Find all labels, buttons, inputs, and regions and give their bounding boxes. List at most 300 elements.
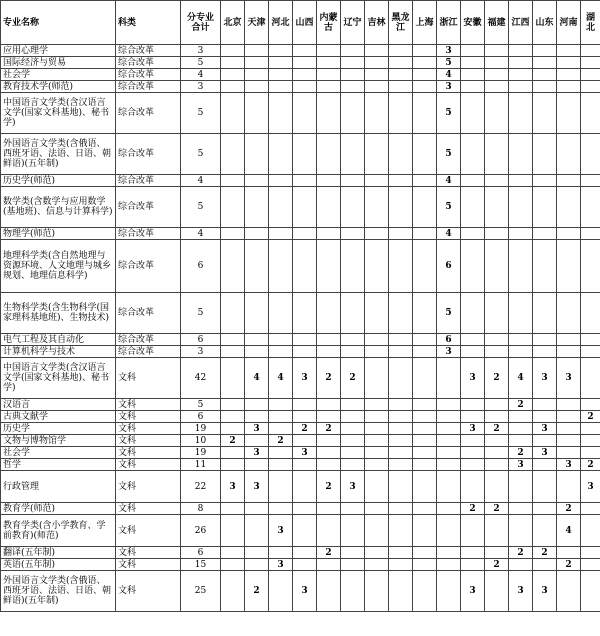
province-quota-cell bbox=[389, 175, 413, 187]
header-province: 吉林 bbox=[365, 1, 389, 45]
province-quota-cell bbox=[269, 547, 293, 559]
province-quota-cell bbox=[269, 346, 293, 358]
total-cell: 4 bbox=[181, 175, 221, 187]
province-quota-cell bbox=[389, 411, 413, 423]
province-quota-cell: 2 bbox=[245, 571, 269, 612]
province-quota-cell bbox=[293, 503, 317, 515]
major-cell: 教育学(师范) bbox=[1, 503, 116, 515]
total-cell: 3 bbox=[181, 81, 221, 93]
province-quota-cell bbox=[365, 571, 389, 612]
table-row bbox=[1, 228, 600, 240]
province-quota-cell bbox=[269, 423, 293, 435]
province-quota-cell bbox=[365, 134, 389, 175]
province-quota-cell bbox=[413, 423, 437, 435]
province-quota-cell bbox=[461, 175, 485, 187]
province-quota-cell bbox=[221, 346, 245, 358]
category-cell: 综合改革 bbox=[116, 187, 181, 228]
category-cell: 综合改革 bbox=[116, 134, 181, 175]
province-quota-cell bbox=[341, 399, 365, 411]
province-quota-cell bbox=[437, 459, 461, 471]
province-quota-cell bbox=[269, 503, 293, 515]
header-province: 北京 bbox=[221, 1, 245, 45]
province-quota-cell bbox=[413, 447, 437, 459]
major-cell: 外国语言文学类(含俄语、西班牙语、法语、日语、朝鲜语)(五年制) bbox=[1, 134, 116, 175]
province-quota-cell bbox=[293, 334, 317, 346]
province-quota-cell: 2 bbox=[269, 435, 293, 447]
province-quota-cell bbox=[269, 57, 293, 69]
province-quota-cell bbox=[485, 187, 509, 228]
province-quota-cell bbox=[221, 334, 245, 346]
province-quota-cell bbox=[413, 459, 437, 471]
province-quota-cell: 3 bbox=[509, 459, 533, 471]
province-quota-cell bbox=[221, 547, 245, 559]
province-quota-cell: 3 bbox=[245, 447, 269, 459]
province-quota-cell bbox=[461, 81, 485, 93]
province-quota-cell bbox=[509, 435, 533, 447]
province-quota-cell bbox=[557, 175, 581, 187]
province-quota-cell bbox=[293, 175, 317, 187]
major-cell: 历史学 bbox=[1, 423, 116, 435]
major-cell: 哲学 bbox=[1, 459, 116, 471]
province-quota-cell bbox=[581, 447, 600, 459]
header-row bbox=[1, 1, 600, 45]
province-quota-cell bbox=[581, 57, 600, 69]
header-category: 科类 bbox=[116, 1, 181, 45]
total-cell: 42 bbox=[181, 358, 221, 399]
province-quota-cell bbox=[485, 240, 509, 293]
province-quota-cell bbox=[413, 57, 437, 69]
province-quota-cell: 4 bbox=[437, 69, 461, 81]
province-quota-cell bbox=[413, 69, 437, 81]
province-quota-cell: 3 bbox=[437, 45, 461, 57]
province-quota-cell bbox=[413, 471, 437, 503]
province-quota-cell bbox=[485, 459, 509, 471]
province-quota-cell bbox=[293, 134, 317, 175]
province-quota-cell bbox=[557, 81, 581, 93]
total-cell: 6 bbox=[181, 240, 221, 293]
province-quota-cell bbox=[461, 346, 485, 358]
province-quota-cell bbox=[581, 547, 600, 559]
major-cell: 数学类(含数学与应用数学(基地班)、信息与计算科学) bbox=[1, 187, 116, 228]
province-quota-cell: 5 bbox=[437, 293, 461, 334]
province-quota-cell bbox=[437, 515, 461, 547]
province-quota-cell bbox=[509, 411, 533, 423]
province-quota-cell bbox=[221, 175, 245, 187]
province-quota-cell bbox=[389, 515, 413, 547]
province-quota-cell bbox=[293, 399, 317, 411]
province-quota-cell bbox=[485, 547, 509, 559]
province-quota-cell bbox=[413, 547, 437, 559]
table-row bbox=[1, 547, 600, 559]
category-cell: 文科 bbox=[116, 571, 181, 612]
total-cell: 11 bbox=[181, 459, 221, 471]
major-cell: 外国语言文学类(含俄语、西班牙语、法语、日语、朝鲜语)(五年制) bbox=[1, 571, 116, 612]
province-quota-cell bbox=[509, 503, 533, 515]
province-quota-cell bbox=[557, 423, 581, 435]
province-quota-cell: 6 bbox=[437, 334, 461, 346]
province-quota-cell bbox=[365, 187, 389, 228]
province-quota-cell bbox=[461, 293, 485, 334]
province-quota-cell: 2 bbox=[557, 559, 581, 571]
table-row bbox=[1, 503, 600, 515]
province-quota-cell bbox=[365, 93, 389, 134]
province-quota-cell bbox=[365, 435, 389, 447]
province-quota-cell bbox=[293, 45, 317, 57]
total-cell: 4 bbox=[181, 69, 221, 81]
category-cell: 综合改革 bbox=[116, 228, 181, 240]
province-quota-cell bbox=[341, 423, 365, 435]
province-quota-cell bbox=[533, 228, 557, 240]
province-quota-cell bbox=[533, 459, 557, 471]
province-quota-cell bbox=[389, 240, 413, 293]
total-cell: 22 bbox=[181, 471, 221, 503]
province-quota-cell bbox=[269, 45, 293, 57]
province-quota-cell: 2 bbox=[317, 358, 341, 399]
province-quota-cell bbox=[221, 293, 245, 334]
header-province: 河南 bbox=[557, 1, 581, 45]
province-quota-cell bbox=[341, 503, 365, 515]
province-quota-cell bbox=[557, 571, 581, 612]
province-quota-cell bbox=[245, 399, 269, 411]
province-quota-cell bbox=[485, 293, 509, 334]
category-cell: 综合改革 bbox=[116, 175, 181, 187]
province-quota-cell bbox=[413, 435, 437, 447]
province-quota-cell bbox=[581, 399, 600, 411]
province-quota-cell bbox=[245, 547, 269, 559]
province-quota-cell: 3 bbox=[533, 447, 557, 459]
major-cell: 教育技术学(师范) bbox=[1, 81, 116, 93]
province-quota-cell bbox=[341, 559, 365, 571]
province-quota-cell bbox=[269, 175, 293, 187]
total-cell: 8 bbox=[181, 503, 221, 515]
province-quota-cell bbox=[293, 471, 317, 503]
total-cell: 6 bbox=[181, 334, 221, 346]
province-quota-cell: 2 bbox=[317, 471, 341, 503]
province-quota-cell bbox=[461, 240, 485, 293]
province-quota-cell bbox=[509, 93, 533, 134]
province-quota-cell bbox=[557, 447, 581, 459]
category-cell: 文科 bbox=[116, 435, 181, 447]
province-quota-cell: 3 bbox=[293, 447, 317, 459]
province-quota-cell bbox=[365, 240, 389, 293]
major-cell: 中国语言文学类(含汉语言文学(国家文科基地)、秘书学) bbox=[1, 93, 116, 134]
province-quota-cell bbox=[461, 45, 485, 57]
province-quota-cell bbox=[245, 93, 269, 134]
major-cell: 应用心理学 bbox=[1, 45, 116, 57]
province-quota-cell bbox=[413, 240, 437, 293]
province-quota-cell: 4 bbox=[245, 358, 269, 399]
province-quota-cell bbox=[317, 175, 341, 187]
province-quota-cell bbox=[293, 435, 317, 447]
province-quota-cell bbox=[533, 81, 557, 93]
province-quota-cell bbox=[293, 93, 317, 134]
province-quota-cell bbox=[533, 93, 557, 134]
province-quota-cell: 3 bbox=[461, 571, 485, 612]
province-quota-cell bbox=[269, 187, 293, 228]
province-quota-cell bbox=[581, 45, 600, 57]
province-quota-cell bbox=[341, 228, 365, 240]
table-row bbox=[1, 559, 600, 571]
province-quota-cell: 2 bbox=[509, 547, 533, 559]
category-cell: 综合改革 bbox=[116, 93, 181, 134]
header-province: 湖北 bbox=[581, 1, 600, 45]
province-quota-cell: 3 bbox=[437, 81, 461, 93]
province-quota-cell bbox=[413, 45, 437, 57]
province-quota-cell bbox=[437, 435, 461, 447]
province-quota-cell bbox=[293, 346, 317, 358]
category-cell: 综合改革 bbox=[116, 240, 181, 293]
province-quota-cell bbox=[413, 399, 437, 411]
province-quota-cell bbox=[509, 293, 533, 334]
total-cell: 6 bbox=[181, 411, 221, 423]
header-province: 黑龙江 bbox=[389, 1, 413, 45]
province-quota-cell: 3 bbox=[437, 346, 461, 358]
province-quota-cell bbox=[557, 57, 581, 69]
province-quota-cell bbox=[533, 240, 557, 293]
major-cell: 国际经济与贸易 bbox=[1, 57, 116, 69]
province-quota-cell bbox=[317, 228, 341, 240]
major-cell: 教育学类(含小学教育、学前教育)(师范) bbox=[1, 515, 116, 547]
province-quota-cell bbox=[509, 81, 533, 93]
province-quota-cell bbox=[221, 187, 245, 228]
province-quota-cell: 2 bbox=[485, 358, 509, 399]
province-quota-cell bbox=[317, 435, 341, 447]
province-quota-cell bbox=[461, 334, 485, 346]
table-row bbox=[1, 187, 600, 228]
province-quota-cell bbox=[509, 240, 533, 293]
province-quota-cell bbox=[317, 93, 341, 134]
total-cell: 26 bbox=[181, 515, 221, 547]
province-quota-cell bbox=[221, 503, 245, 515]
province-quota-cell bbox=[461, 547, 485, 559]
category-cell: 综合改革 bbox=[116, 69, 181, 81]
province-quota-cell: 3 bbox=[221, 471, 245, 503]
category-cell: 文科 bbox=[116, 559, 181, 571]
table-row bbox=[1, 411, 600, 423]
table-row bbox=[1, 93, 600, 134]
table-row bbox=[1, 358, 600, 399]
province-quota-cell bbox=[365, 515, 389, 547]
table-row bbox=[1, 459, 600, 471]
province-quota-cell bbox=[221, 459, 245, 471]
province-quota-cell: 2 bbox=[485, 559, 509, 571]
province-quota-cell bbox=[221, 447, 245, 459]
province-quota-cell bbox=[389, 134, 413, 175]
province-quota-cell bbox=[365, 447, 389, 459]
province-quota-cell: 4 bbox=[557, 515, 581, 547]
province-quota-cell bbox=[557, 399, 581, 411]
major-cell: 历史学(师范) bbox=[1, 175, 116, 187]
total-cell: 5 bbox=[181, 293, 221, 334]
province-quota-cell bbox=[245, 346, 269, 358]
province-quota-cell bbox=[413, 411, 437, 423]
province-quota-cell bbox=[557, 547, 581, 559]
province-quota-cell: 5 bbox=[437, 187, 461, 228]
province-quota-cell: 3 bbox=[293, 358, 317, 399]
province-quota-cell bbox=[365, 547, 389, 559]
category-cell: 综合改革 bbox=[116, 57, 181, 69]
major-cell: 地理科学类(含自然地理与资源环境、人文地理与城乡规划、地理信息科学) bbox=[1, 240, 116, 293]
major-cell: 生物科学类(含生物科学(国家理科基地班)、生物技术) bbox=[1, 293, 116, 334]
province-quota-cell bbox=[293, 240, 317, 293]
province-quota-cell bbox=[581, 81, 600, 93]
province-quota-cell bbox=[437, 358, 461, 399]
province-quota-cell bbox=[389, 187, 413, 228]
category-cell: 文科 bbox=[116, 459, 181, 471]
province-quota-cell bbox=[557, 69, 581, 81]
province-quota-cell bbox=[461, 134, 485, 175]
province-quota-cell bbox=[533, 503, 557, 515]
table-body bbox=[1, 45, 600, 612]
province-quota-cell bbox=[269, 134, 293, 175]
major-cell: 翻译(五年制) bbox=[1, 547, 116, 559]
major-cell: 物理学(师范) bbox=[1, 228, 116, 240]
header-province: 天津 bbox=[245, 1, 269, 45]
table-row bbox=[1, 57, 600, 69]
province-quota-cell bbox=[413, 503, 437, 515]
province-quota-cell bbox=[413, 571, 437, 612]
province-quota-cell bbox=[341, 346, 365, 358]
province-quota-cell: 4 bbox=[269, 358, 293, 399]
province-quota-cell bbox=[557, 346, 581, 358]
province-quota-cell bbox=[317, 399, 341, 411]
header-province: 上海 bbox=[413, 1, 437, 45]
province-quota-cell bbox=[533, 69, 557, 81]
total-cell: 10 bbox=[181, 435, 221, 447]
header-major: 专业名称 bbox=[1, 1, 116, 45]
province-quota-cell bbox=[221, 69, 245, 81]
province-quota-cell bbox=[317, 346, 341, 358]
province-quota-cell bbox=[533, 411, 557, 423]
province-quota-cell: 3 bbox=[533, 423, 557, 435]
total-cell: 5 bbox=[181, 57, 221, 69]
header-province: 福建 bbox=[485, 1, 509, 45]
province-quota-cell bbox=[269, 447, 293, 459]
province-quota-cell bbox=[437, 547, 461, 559]
province-quota-cell bbox=[317, 411, 341, 423]
province-quota-cell bbox=[365, 175, 389, 187]
province-quota-cell bbox=[389, 447, 413, 459]
header-province: 内蒙古 bbox=[317, 1, 341, 45]
province-quota-cell bbox=[365, 293, 389, 334]
province-quota-cell bbox=[461, 93, 485, 134]
province-quota-cell bbox=[509, 334, 533, 346]
province-quota-cell: 2 bbox=[317, 423, 341, 435]
province-quota-cell bbox=[365, 228, 389, 240]
header-province: 辽宁 bbox=[341, 1, 365, 45]
province-quota-cell bbox=[533, 134, 557, 175]
province-quota-cell bbox=[413, 93, 437, 134]
province-quota-cell: 2 bbox=[509, 447, 533, 459]
province-quota-cell bbox=[461, 411, 485, 423]
major-cell: 文物与博物馆学 bbox=[1, 435, 116, 447]
province-quota-cell bbox=[581, 346, 600, 358]
table-row bbox=[1, 399, 600, 411]
province-quota-cell: 5 bbox=[437, 134, 461, 175]
province-quota-cell bbox=[245, 134, 269, 175]
province-quota-cell bbox=[509, 187, 533, 228]
province-quota-cell bbox=[485, 515, 509, 547]
header-province: 安徽 bbox=[461, 1, 485, 45]
province-quota-cell bbox=[341, 459, 365, 471]
province-quota-cell bbox=[365, 69, 389, 81]
province-quota-cell: 2 bbox=[485, 423, 509, 435]
major-cell: 社会学 bbox=[1, 69, 116, 81]
province-quota-cell bbox=[557, 187, 581, 228]
province-quota-cell bbox=[317, 57, 341, 69]
province-quota-cell bbox=[413, 346, 437, 358]
table-row bbox=[1, 435, 600, 447]
province-quota-cell bbox=[581, 175, 600, 187]
province-quota-cell bbox=[389, 45, 413, 57]
total-cell: 15 bbox=[181, 559, 221, 571]
category-cell: 综合改革 bbox=[116, 293, 181, 334]
province-quota-cell bbox=[533, 334, 557, 346]
province-quota-cell: 3 bbox=[461, 423, 485, 435]
province-quota-cell bbox=[485, 81, 509, 93]
province-quota-cell bbox=[245, 459, 269, 471]
province-quota-cell bbox=[533, 559, 557, 571]
province-quota-cell bbox=[317, 515, 341, 547]
table-row bbox=[1, 334, 600, 346]
province-quota-cell: 3 bbox=[533, 571, 557, 612]
province-quota-cell bbox=[485, 57, 509, 69]
province-quota-cell bbox=[221, 57, 245, 69]
province-quota-cell bbox=[341, 134, 365, 175]
province-quota-cell bbox=[221, 240, 245, 293]
province-quota-cell bbox=[365, 559, 389, 571]
table-row bbox=[1, 69, 600, 81]
province-quota-cell bbox=[317, 459, 341, 471]
province-quota-cell: 2 bbox=[509, 399, 533, 411]
province-quota-cell bbox=[413, 134, 437, 175]
province-quota-cell bbox=[557, 45, 581, 57]
table-row bbox=[1, 447, 600, 459]
province-quota-cell bbox=[485, 571, 509, 612]
province-quota-cell: 3 bbox=[581, 471, 600, 503]
province-quota-cell bbox=[221, 399, 245, 411]
province-quota-cell bbox=[437, 559, 461, 571]
province-quota-cell bbox=[557, 134, 581, 175]
province-quota-cell bbox=[317, 293, 341, 334]
major-cell: 中国语言文学类(含汉语言文学(国家文科基地)、秘书学) bbox=[1, 358, 116, 399]
province-quota-cell: 6 bbox=[437, 240, 461, 293]
province-quota-cell bbox=[509, 471, 533, 503]
province-quota-cell bbox=[389, 571, 413, 612]
province-quota-cell bbox=[533, 57, 557, 69]
province-quota-cell: 3 bbox=[245, 423, 269, 435]
province-quota-cell bbox=[413, 358, 437, 399]
province-quota-cell bbox=[437, 399, 461, 411]
province-quota-cell bbox=[245, 559, 269, 571]
province-quota-cell bbox=[269, 69, 293, 81]
province-quota-cell bbox=[341, 45, 365, 57]
province-quota-cell bbox=[293, 69, 317, 81]
province-quota-cell bbox=[245, 228, 269, 240]
province-quota-cell bbox=[341, 69, 365, 81]
province-quota-cell bbox=[485, 399, 509, 411]
province-quota-cell bbox=[557, 228, 581, 240]
province-quota-cell bbox=[581, 503, 600, 515]
province-quota-cell bbox=[341, 515, 365, 547]
category-cell: 文科 bbox=[116, 399, 181, 411]
province-quota-cell bbox=[557, 334, 581, 346]
province-quota-cell bbox=[557, 293, 581, 334]
province-quota-cell bbox=[533, 435, 557, 447]
province-quota-cell bbox=[389, 346, 413, 358]
province-quota-cell bbox=[437, 471, 461, 503]
province-quota-cell bbox=[293, 411, 317, 423]
